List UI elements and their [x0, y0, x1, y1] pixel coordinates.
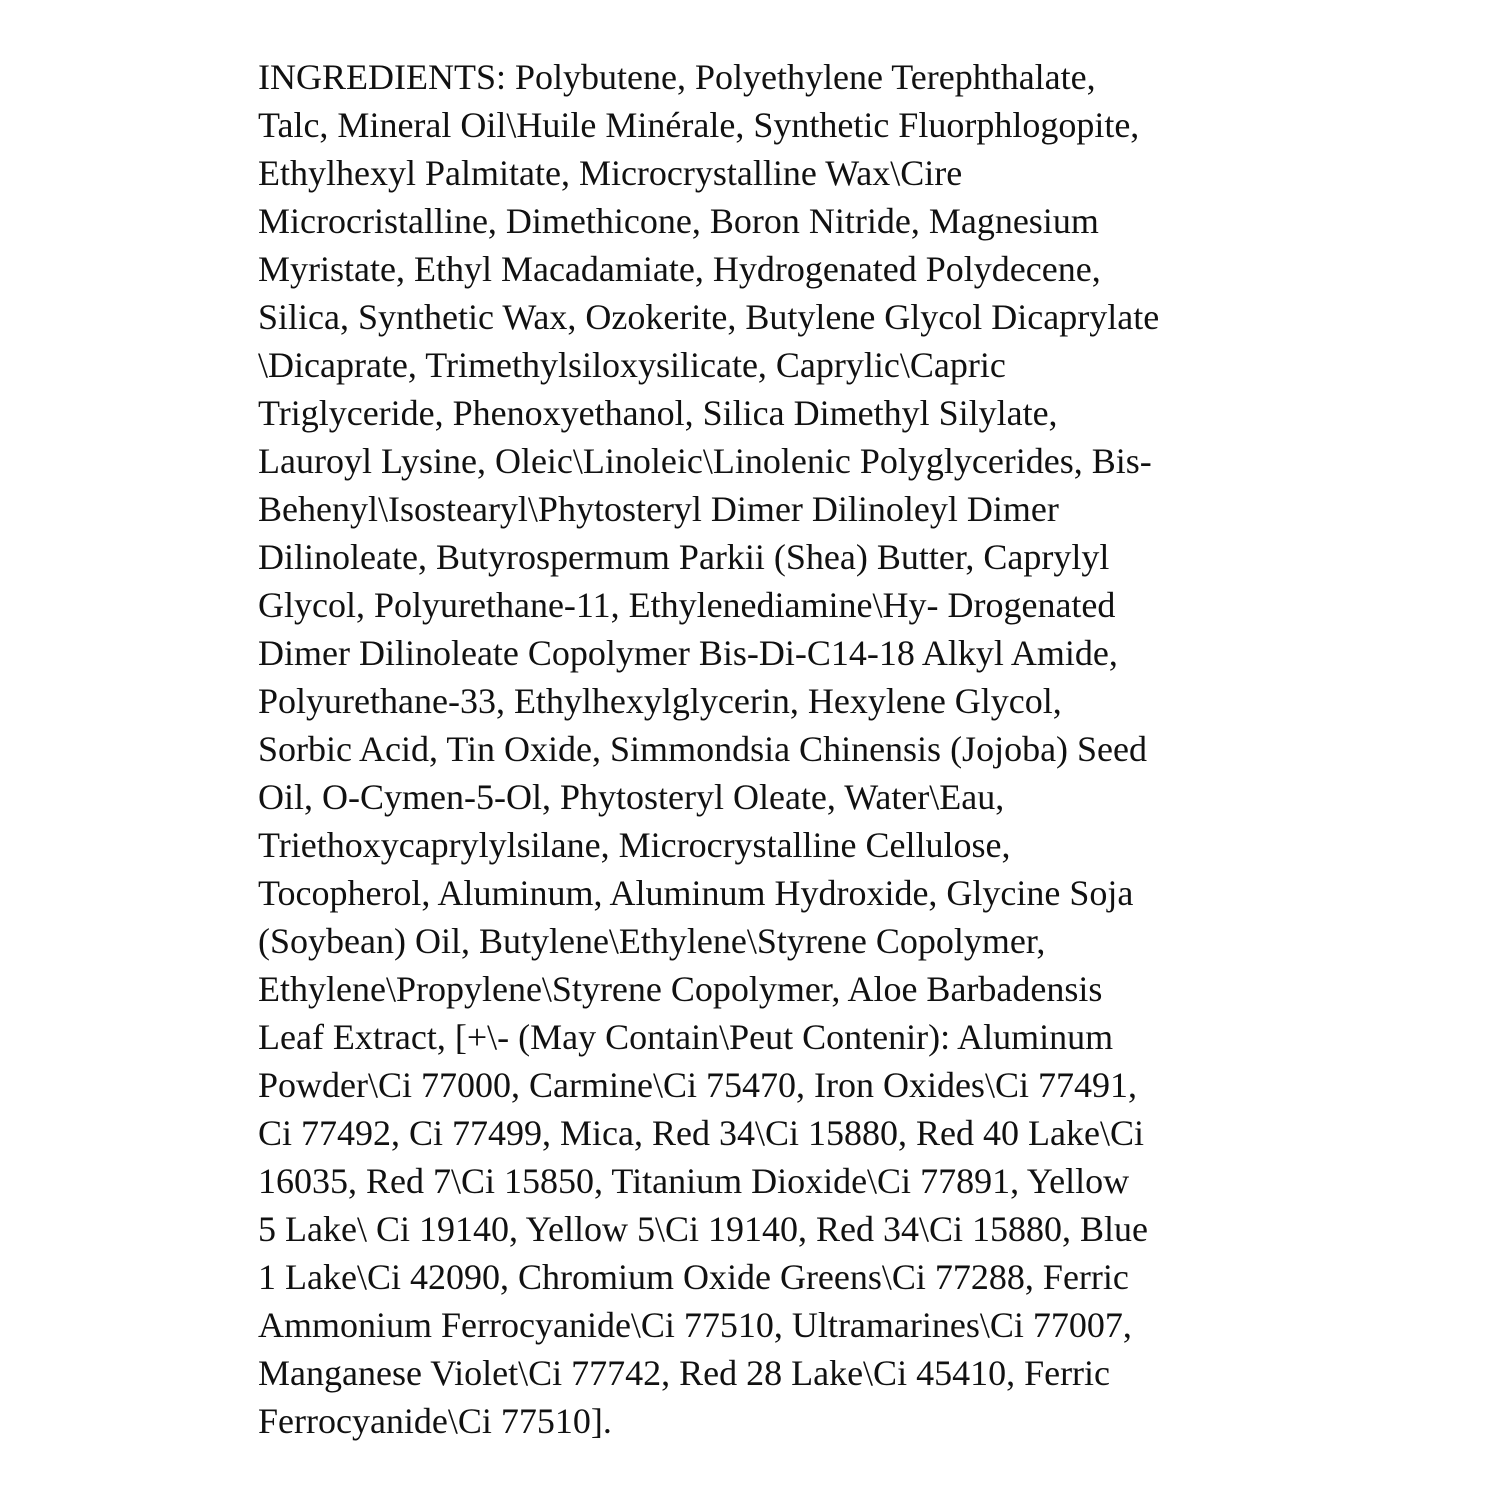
ingredients-line: Manganese Violet\Ci 77742, Red 28 Lake\Ci 45410, Ferric — [258, 1353, 1111, 1393]
ingredients-line: 5 Lake\ Ci 19140, Yellow 5\Ci 19140, Red 34\Ci 15880, Blue — [258, 1209, 1149, 1249]
ingredients-line: 16035, Red 7\Ci 15850, Titanium Dioxide\Ci 77891, Yellow — [258, 1161, 1130, 1201]
ingredients-line: \Dicaprate, Trimethylsiloxysilicate, Caprylic\Capric — [258, 345, 1006, 385]
ingredients-line: Glycol, Polyurethane-11, Ethylenediamine\Hy- Drogenated — [258, 585, 1116, 625]
ingredients-line: Ci 77492, Ci 77499, Mica, Red 34\Ci 15880, Red 40 Lake\Ci — [258, 1113, 1144, 1153]
ingredients-line: INGREDIENTS: Polybutene, Polyethylene Terephthalate, — [258, 57, 1096, 97]
ingredients-line: Leaf Extract, [+\- (May Contain\Peut Contenir): Aluminum — [258, 1017, 1114, 1057]
ingredients-line: 1 Lake\Ci 42090, Chromium Oxide Greens\Ci 77288, Ferric — [258, 1257, 1129, 1297]
ingredients-line: Dilinoleate, Butyrospermum Parkii (Shea) Butter, Caprylyl — [258, 537, 1110, 577]
ingredients-line: (Soybean) Oil, Butylene\Ethylene\Styrene Copolymer, — [258, 921, 1046, 961]
ingredients-line: Behenyl\Isostearyl\Phytosteryl Dimer Dilinoleyl Dimer — [258, 489, 1059, 529]
ingredients-line: Ammonium Ferrocyanide\Ci 77510, Ultramarines\Ci 77007, — [258, 1305, 1132, 1345]
ingredients-line: Polyurethane-33, Ethylhexylglycerin, Hexylene Glycol, — [258, 681, 1062, 721]
ingredients-line: Microcristalline, Dimethicone, Boron Nitride, Magnesium — [258, 201, 1099, 241]
ingredients-text-block — [258, 53, 1258, 1445]
ingredients-line: Lauroyl Lysine, Oleic\Linoleic\Linolenic Polyglycerides, Bis- — [258, 441, 1152, 481]
ingredients-line: Dimer Dilinoleate Copolymer Bis-Di-C14-18 Alkyl Amide, — [258, 633, 1118, 673]
ingredients-line: Talc, Mineral Oil\Huile Minérale, Synthetic Fluorphlogopite, — [258, 105, 1140, 145]
ingredients-line: Oil, O-Cymen-5-Ol, Phytosteryl Oleate, Water\Eau, — [258, 777, 1005, 817]
ingredients-line: Sorbic Acid, Tin Oxide, Simmondsia Chinensis (Jojoba) Seed — [258, 729, 1148, 769]
ingredients-line: Ethylene\Propylene\Styrene Copolymer, Aloe Barbadensis — [258, 969, 1103, 1009]
ingredients-line: Triethoxycaprylylsilane, Microcrystalline Cellulose, — [258, 825, 1011, 865]
ingredients-line: Tocopherol, Aluminum, Aluminum Hydroxide, Glycine Soja — [258, 873, 1134, 913]
ingredients-line: Silica, Synthetic Wax, Ozokerite, Butylene Glycol Dicaprylate — [258, 297, 1160, 337]
ingredients-line: Ethylhexyl Palmitate, Microcrystalline Wax\Cire — [258, 153, 963, 193]
ingredients-line: Ferrocyanide\Ci 77510]. — [258, 1401, 612, 1441]
ingredients-line: Triglyceride, Phenoxyethanol, Silica Dimethyl Silylate, — [258, 393, 1058, 433]
ingredients-line: Myristate, Ethyl Macadamiate, Hydrogenated Polydecene, — [258, 249, 1101, 289]
ingredients-line: Powder\Ci 77000, Carmine\Ci 75470, Iron Oxides\Ci 77491, — [258, 1065, 1137, 1105]
